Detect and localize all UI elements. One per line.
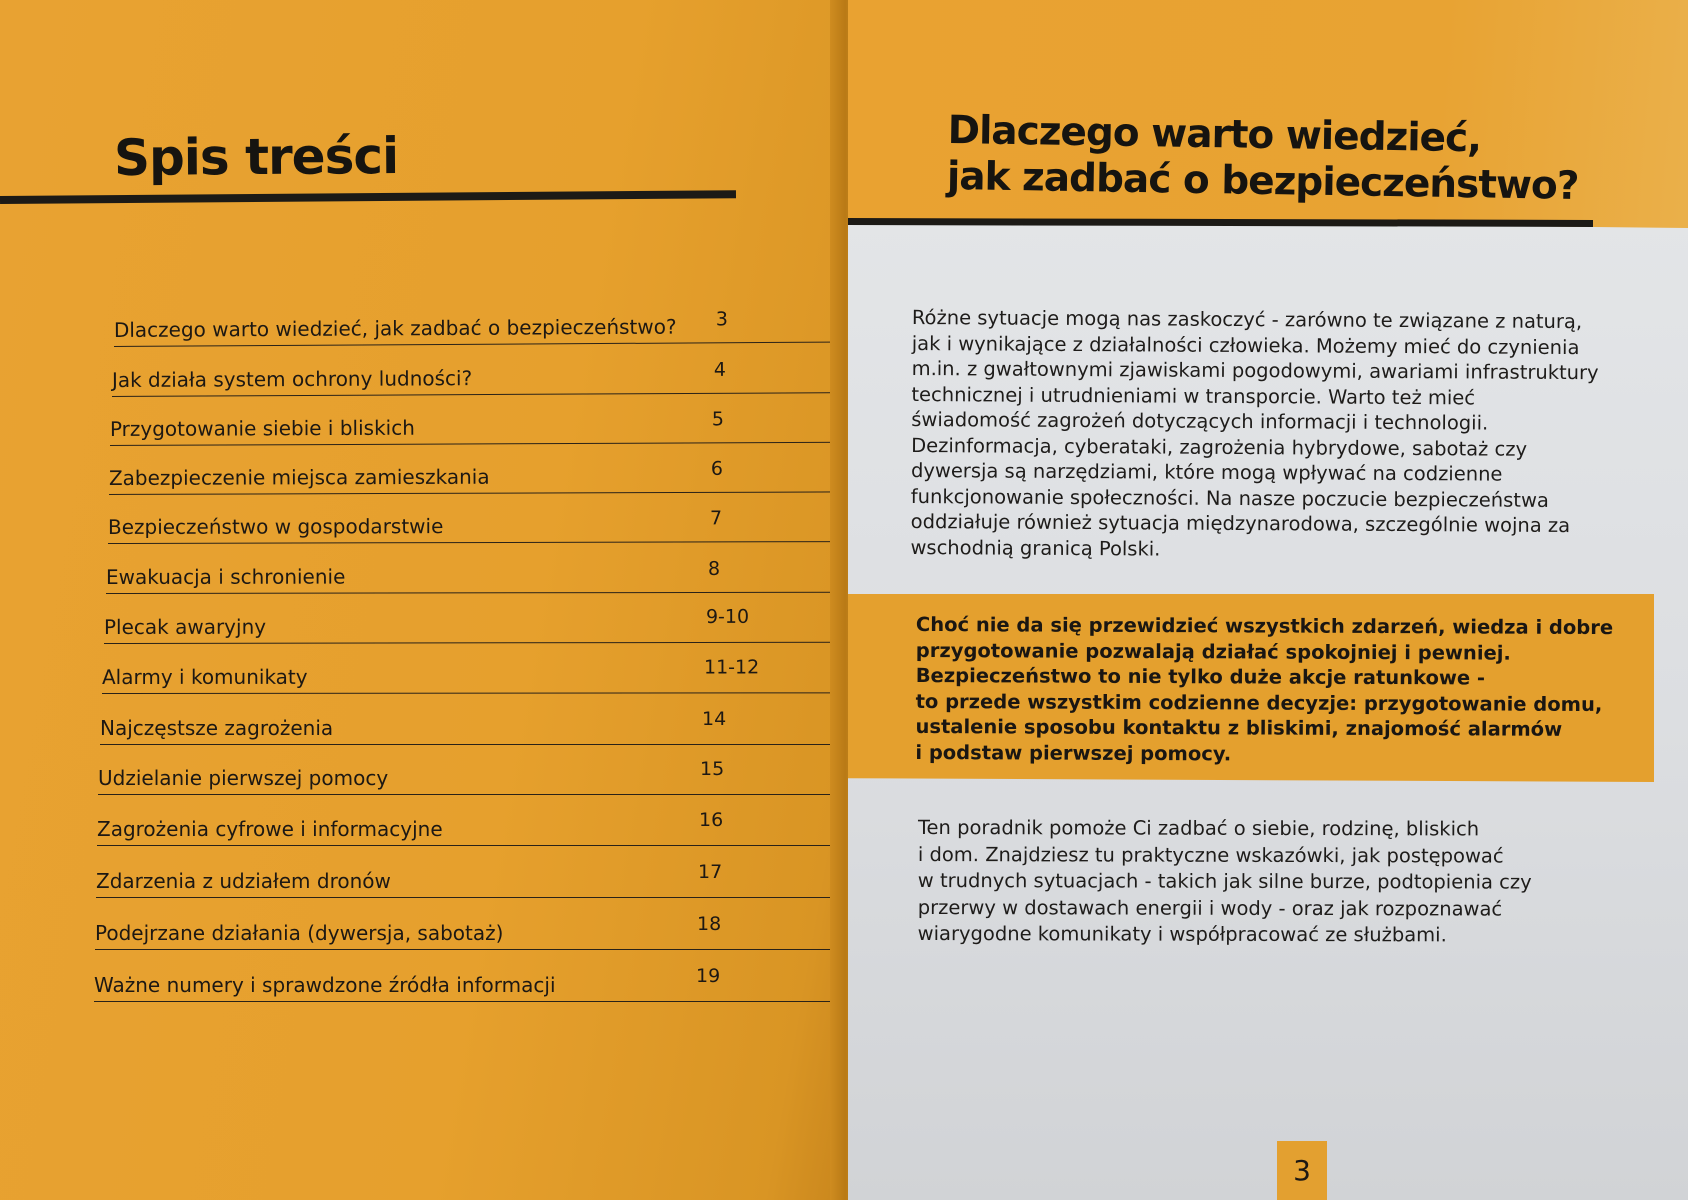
toc-item-page: 15 (700, 758, 725, 780)
text-line: jak i wynikające z działalności człowieka. Możemy mieć do czynienia (911, 331, 1580, 359)
toc-item-page: 6 (710, 457, 724, 480)
toc-item-page: 11-12 (703, 656, 760, 679)
toc-item-page: 5 (711, 408, 725, 431)
text-line: i podstaw pierwszej pomocy. (915, 740, 1232, 765)
text-line: w trudnych sytuacjach - takich jak silne burze, podtopienia czy (917, 868, 1532, 894)
toc-item-page: 18 (697, 913, 722, 935)
toc-item (109, 451, 848, 495)
toc-item-label: Alarmy i komunikaty (101, 664, 308, 689)
text-line: oddziałuje również sytuacja międzynarodowa, szczególnie wojna za (910, 509, 1571, 538)
toc-item-page: 4 (713, 358, 727, 381)
toc-item-label: Plecak awaryjny (103, 614, 267, 639)
text-line: Dezinformacja, cyberataki, zagrożenia hybrydowe, sabotaż czy (911, 433, 1528, 461)
intro-paragraph (910, 305, 1652, 565)
outro-paragraph (918, 815, 1638, 949)
toc-item-label: Zagrożenia cyfrowe i informacyjne (97, 817, 443, 841)
toc-item-page: 3 (715, 308, 729, 331)
toc-item (95, 909, 848, 950)
page-title-rule (848, 218, 1593, 227)
text-line: wiarygodne komunikaty i współpracować ze służbami. (917, 921, 1447, 947)
page-title-line: jak zadbać o bezpieczeństwo? (946, 153, 1579, 209)
toc-item-label: Najczęstsze zagrożenia (100, 716, 334, 740)
toc-item-label: Udzielanie pierwszej pomocy (98, 766, 389, 790)
toc-item-page: 8 (707, 557, 721, 580)
toc-item (97, 805, 848, 846)
page-title (947, 108, 1580, 210)
text-line: dywersja są narzędziami, które mogą wpływać na codzienne (910, 458, 1503, 486)
text-line: Bezpieczeństwo to nie tylko duże akcje ratunkowe - (915, 663, 1486, 690)
toc-item-label: Podejrzane działania (dywersja, sabotaż) (95, 921, 504, 945)
toc-item (110, 402, 848, 446)
text-line: Różne sytuacje mogą nas zaskoczyć - zarówno te związane z naturą, (911, 305, 1583, 334)
content-page (848, 0, 1688, 1200)
toc-item (114, 302, 848, 347)
toc-item (112, 352, 848, 397)
text-line: funkcjonowanie społeczności. Na nasze poczucie bezpieczeństwa (910, 484, 1549, 512)
page-number-badge (1277, 1141, 1327, 1200)
toc-item (94, 961, 848, 1002)
toc-item-label: Dlaczego warto wiedzieć, jak zadbać o bezpieczeństwo? (113, 314, 677, 343)
text-line: wschodnią granicą Polski. (910, 535, 1161, 561)
page-number: 3 (1293, 1154, 1311, 1187)
toc-item-page: 9-10 (705, 605, 750, 628)
toc-item-label: Jak działa system ochrony ludności? (111, 366, 473, 393)
toc-item-page: 7 (709, 507, 723, 530)
text-line: świadomość zagrożeń dotyczących informacji i technologii. (911, 407, 1489, 435)
toc-item-label: Zdarzenia z udziałem dronów (96, 869, 391, 893)
highlight-paragraph (915, 612, 1636, 768)
toc-item-page: 16 (699, 809, 724, 831)
toc-item-label: Bezpieczeństwo w gospodarstwie (107, 514, 444, 539)
text-line: Ten poradnik pomoże Ci zadbać o siebie, rodzinę, bliskich (917, 816, 1480, 841)
toc-item-label: Przygotowanie siebie i bliskich (109, 415, 415, 442)
text-line: i dom. Znajdziesz tu praktyczne wskazówki, jak postępować (917, 842, 1504, 868)
text-line: ustalenie sposobu kontaktu z bliskimi, znajomość alarmów (915, 714, 1563, 741)
toc-item-label: Ewakuacja i schronienie (105, 564, 346, 589)
text-line: przerwy w dostawach energii i wody - oraz jak rozpoznawać (917, 895, 1503, 921)
toc-item-page: 14 (702, 708, 727, 730)
text-line: to przede wszystkim codzienne decyzje: przygotowanie domu, (915, 689, 1603, 716)
toc-item (104, 602, 848, 644)
toc-item-label: Ważne numery i sprawdzone źródła informacji (94, 973, 556, 997)
text-line: przygotowanie pozwalają działać spokojniej i pewniej. (915, 638, 1511, 665)
toc-item-label: Zabezpieczenie miejsca zamieszkania (108, 464, 490, 491)
text-line: m.in. z gwałtownymi zjawiskami pogodowymi, awariami infrastruktury (911, 356, 1599, 385)
toc-item (102, 652, 848, 694)
text-line: technicznej i utrudnieniami w transporcie. Warto też mieć (911, 382, 1476, 409)
toc-item-page: 17 (698, 861, 723, 883)
toc-item (106, 552, 848, 594)
toc-item (98, 754, 848, 795)
toc-item-page: 19 (696, 965, 721, 987)
toc-item (96, 857, 848, 898)
page-title-line: Dlaczego warto wiedzieć, (947, 108, 1482, 162)
toc-item (100, 704, 848, 745)
toc-item (108, 501, 848, 544)
toc-title: Spis treści (113, 127, 399, 187)
text-line: Choć nie da się przewidzieć wszystkich zdarzeń, wiedza i dobre (915, 613, 1614, 640)
